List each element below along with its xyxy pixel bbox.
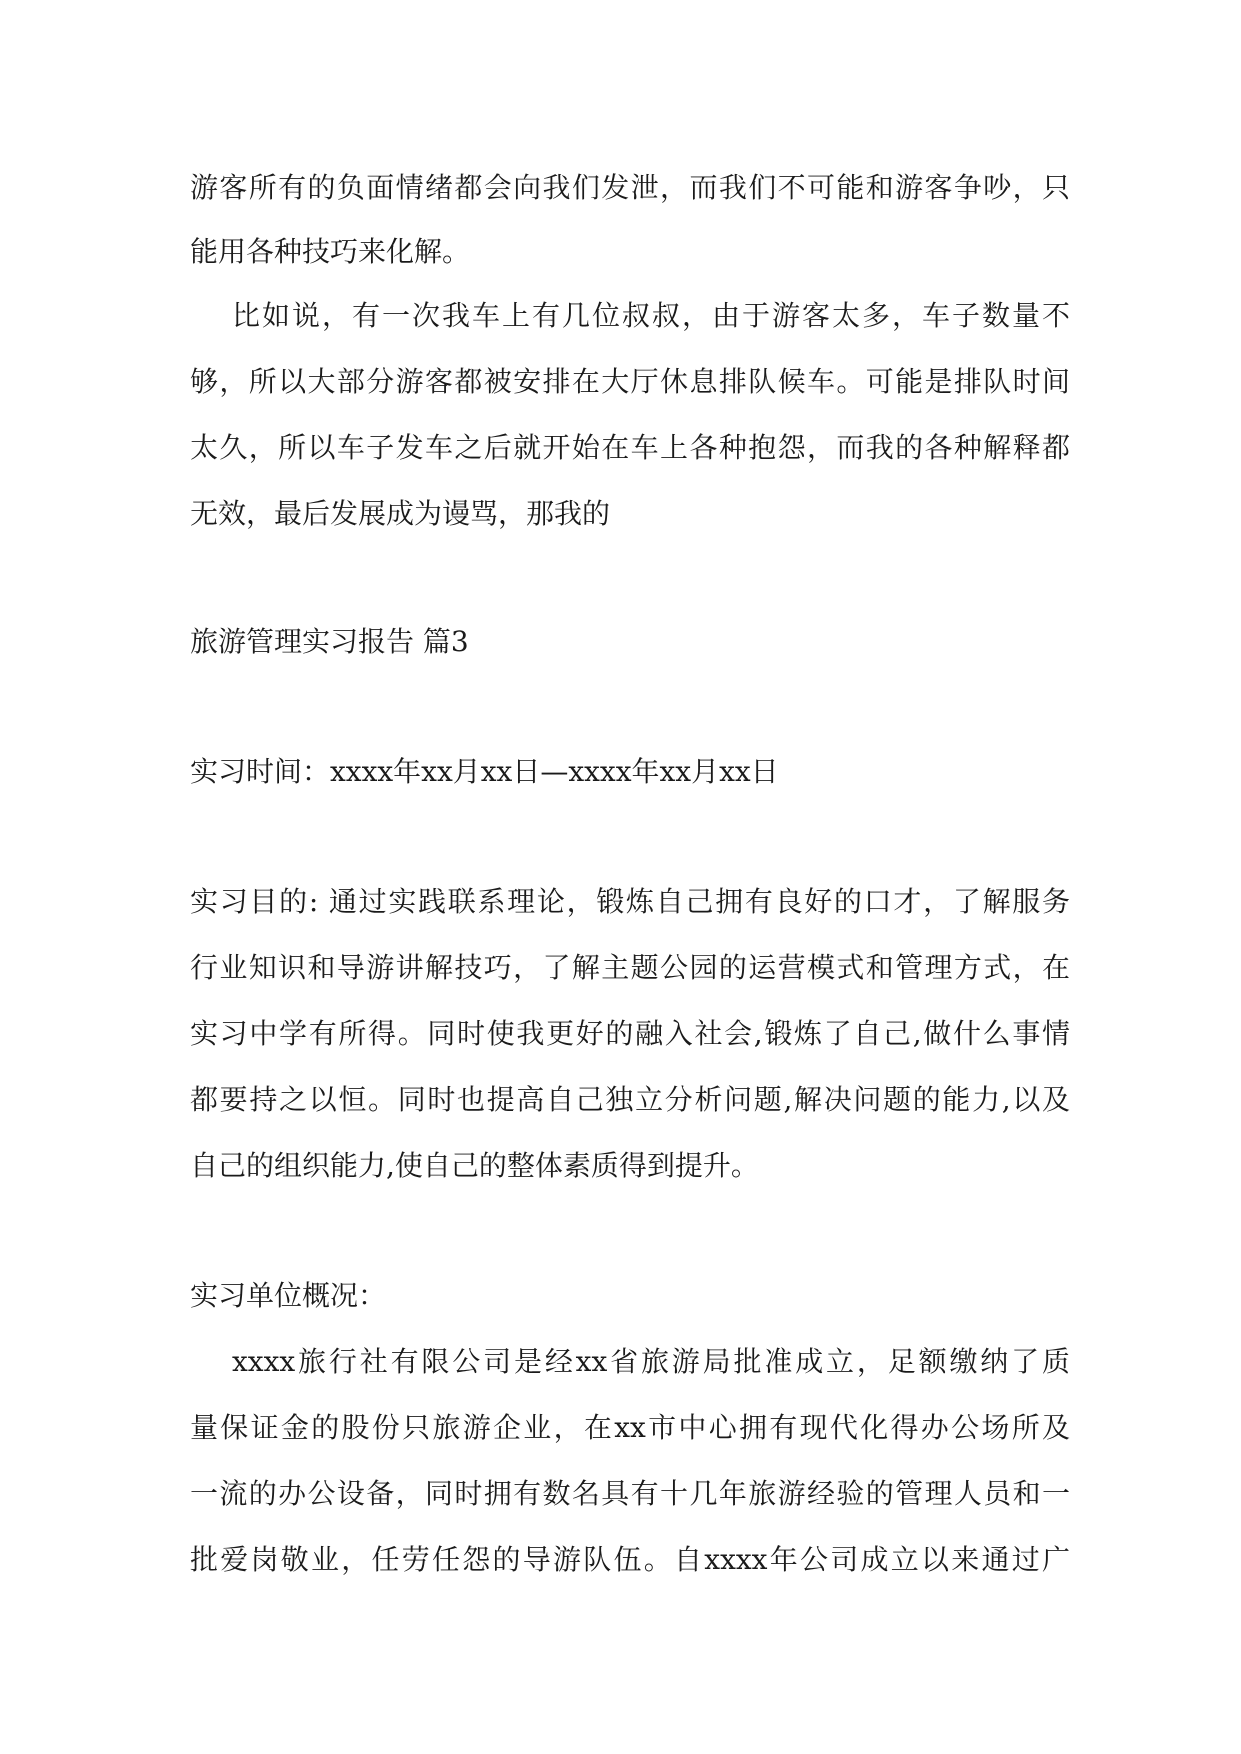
unit-overview-line-1: xxxx旅行社有限公司是经xx省旅游局批准成立，足额缴纳了质 bbox=[232, 1345, 1070, 1378]
unit-overview-line-4: 批爱岗敬业，任劳任怨的导游队伍。自xxxx年公司成立以来通过广 bbox=[190, 1543, 1070, 1576]
unit-overview-label: 实习单位概况： bbox=[190, 1279, 387, 1312]
unit-overview-line-3: 一流的办公设备，同时拥有数名具有十几年旅游经验的管理人员和一 bbox=[190, 1477, 1070, 1510]
paragraph-1-line-1: 游客所有的负面情绪都会向我们发泄，而我们不可能和游客争吵，只 bbox=[190, 171, 1070, 204]
purpose-line-1: 实习目的: 通过实践联系理论，锻炼自己拥有良好的口才，了解服务 bbox=[190, 885, 1070, 918]
paragraph-2-line-1: 比如说，有一次我车上有几位叔叔，由于游客太多，车子数量不 bbox=[232, 299, 1070, 332]
unit-overview-line-2: 量保证金的股份只旅游企业，在xx市中心拥有现代化得办公场所及 bbox=[190, 1411, 1070, 1444]
internship-time: 实习时间：xxxx年xx月xx日—xxxx年xx月xx日 bbox=[190, 755, 779, 788]
paragraph-2-line-2: 够，所以大部分游客都被安排在大厅休息排队候车。可能是排队时间 bbox=[190, 365, 1070, 398]
section-title: 旅游管理实习报告 篇3 bbox=[190, 625, 469, 658]
paragraph-2-line-4: 无效，最后发展成为谩骂，那我的 bbox=[190, 497, 611, 530]
purpose-line-4: 都要持之以恒。同时也提高自己独立分析问题,解决问题的能力,以及 bbox=[190, 1083, 1070, 1116]
purpose-line-3: 实习中学有所得。同时使我更好的融入社会,锻炼了自己,做什么事情 bbox=[190, 1017, 1070, 1050]
purpose-line-5: 自己的组织能力,使自己的整体素质得到提升。 bbox=[190, 1149, 759, 1182]
purpose-line-2: 行业知识和导游讲解技巧，了解主题公园的运营模式和管理方式，在 bbox=[190, 951, 1070, 984]
paragraph-1-line-2: 能用各种技巧来化解。 bbox=[190, 235, 471, 268]
paragraph-2-line-3: 太久，所以车子发车之后就开始在车上各种抱怨，而我的各种解释都 bbox=[190, 431, 1070, 464]
